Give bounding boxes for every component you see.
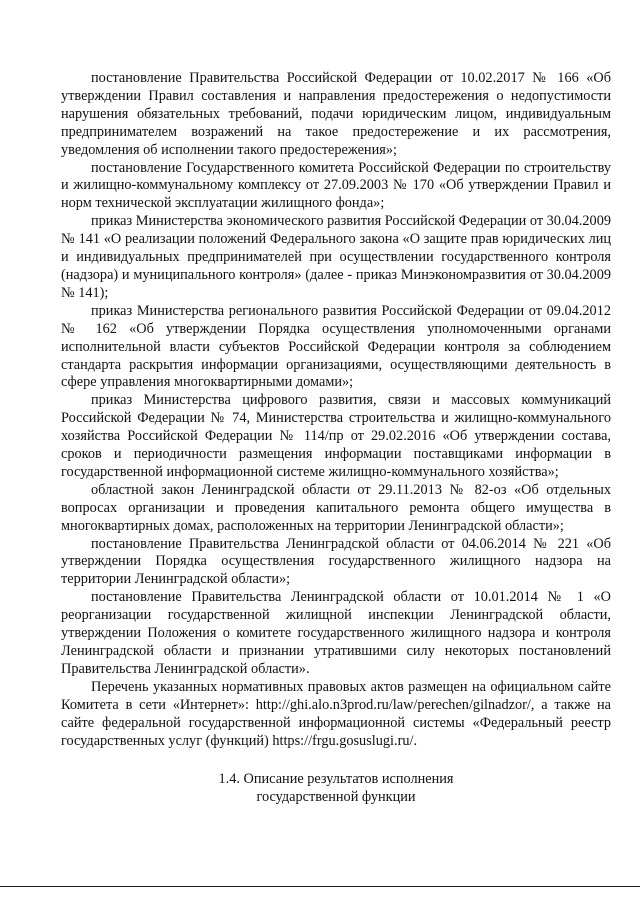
paragraph-2: постановление Государственного комитета Российской Федерации по строительству и жилищно-коммунальному комплексу от 27.09.2003 № 170 «Об утверждении Правил и норм технической эксплуатации жилищного фонда»; <box>61 159 611 212</box>
paragraph-7: постановление Правительства Ленинградской области от 04.06.2014 № 221 «Об утверждении Порядка осуществления государственного жилищного надзора на территории Ленинградской области»; <box>61 535 611 588</box>
page-bottom-divider <box>0 886 640 887</box>
paragraph-1: постановление Правительства Российской Федерации от 10.02.2017 № 166 «Об утверждении Правил составления и направления предостережения о недопустимости нарушения обязательных требований, подачи юридическим лицом, индивидуальным предпринимателем возражений на такое предостережение и их рассмотрения, уведомления об исполнении такого предостережения»; <box>61 70 611 158</box>
section-title-line-2: государственной функции <box>256 789 416 806</box>
paragraph-6: областной закон Ленинградской области от 29.11.2013 № 82-оз «Об отдельных вопросах организации и проведения капитального ремонта общего имущества в многоквартирных домах, расположенных на территории Ленинградской области»; <box>61 481 611 534</box>
paragraph-3: приказ Министерства экономического развития Российской Федерации от 30.04.2009 № 141 «О реализации положений Федерального закона «О защите прав юридических лиц и индивидуальных предпринимателей при осуществлении государственного контроля (надзора) и муниципального контроля» (далее - приказ Минэкономразвития от 30.04.2009 № 141); <box>61 213 611 301</box>
paragraph-8: постановление Правительства Ленинградской области от 10.01.2014 № 1 «О реорганизации государственной жилищной инспекции Ленинградской области, утверждении Положения о комитете государственного жилищного надзора и контроля Ленинградской области и признании утратившими силу некоторых постановлений Правительства Ленинградской области». <box>61 589 611 677</box>
section-title-line-1: 1.4. Описание результатов исполнения <box>218 771 454 788</box>
paragraph-9: Перечень указанных нормативных правовых актов размещен на официальном сайте Комитета в сети «Интернет»: http://ghi.alo.n3prod.ru/law/perechen/gilnadzor/, а также на сайте федеральной государственной информационной системы «Федеральный реестр государственных услуг (функций) https://frgu.gosuslugi.ru/. <box>61 678 611 749</box>
document-page <box>61 70 611 806</box>
section-title <box>61 770 611 806</box>
paragraph-4: приказ Министерства регионального развития Российской Федерации от 09.04.2012 № 162 «Об утверждении Порядка осуществления уполномоченными органами исполнительной власти субъектов Российской Федерации контроля за соблюдением стандарта раскрытия информации организациями, осуществляющими деятельность в сфере управления многоквартирными домами»; <box>61 302 611 391</box>
paragraph-5: приказ Министерства цифрового развития, связи и массовых коммуникаций Российской Федерации № 74, Министерства строительства и жилищно-коммунального хозяйства Российской Федерации № 114/пр от 29.02.2016 «Об утверждении состава, сроков и периодичности размещения информации поставщиками информации в государственной информационной системе жилищно-коммунального хозяйства»; <box>61 392 611 480</box>
